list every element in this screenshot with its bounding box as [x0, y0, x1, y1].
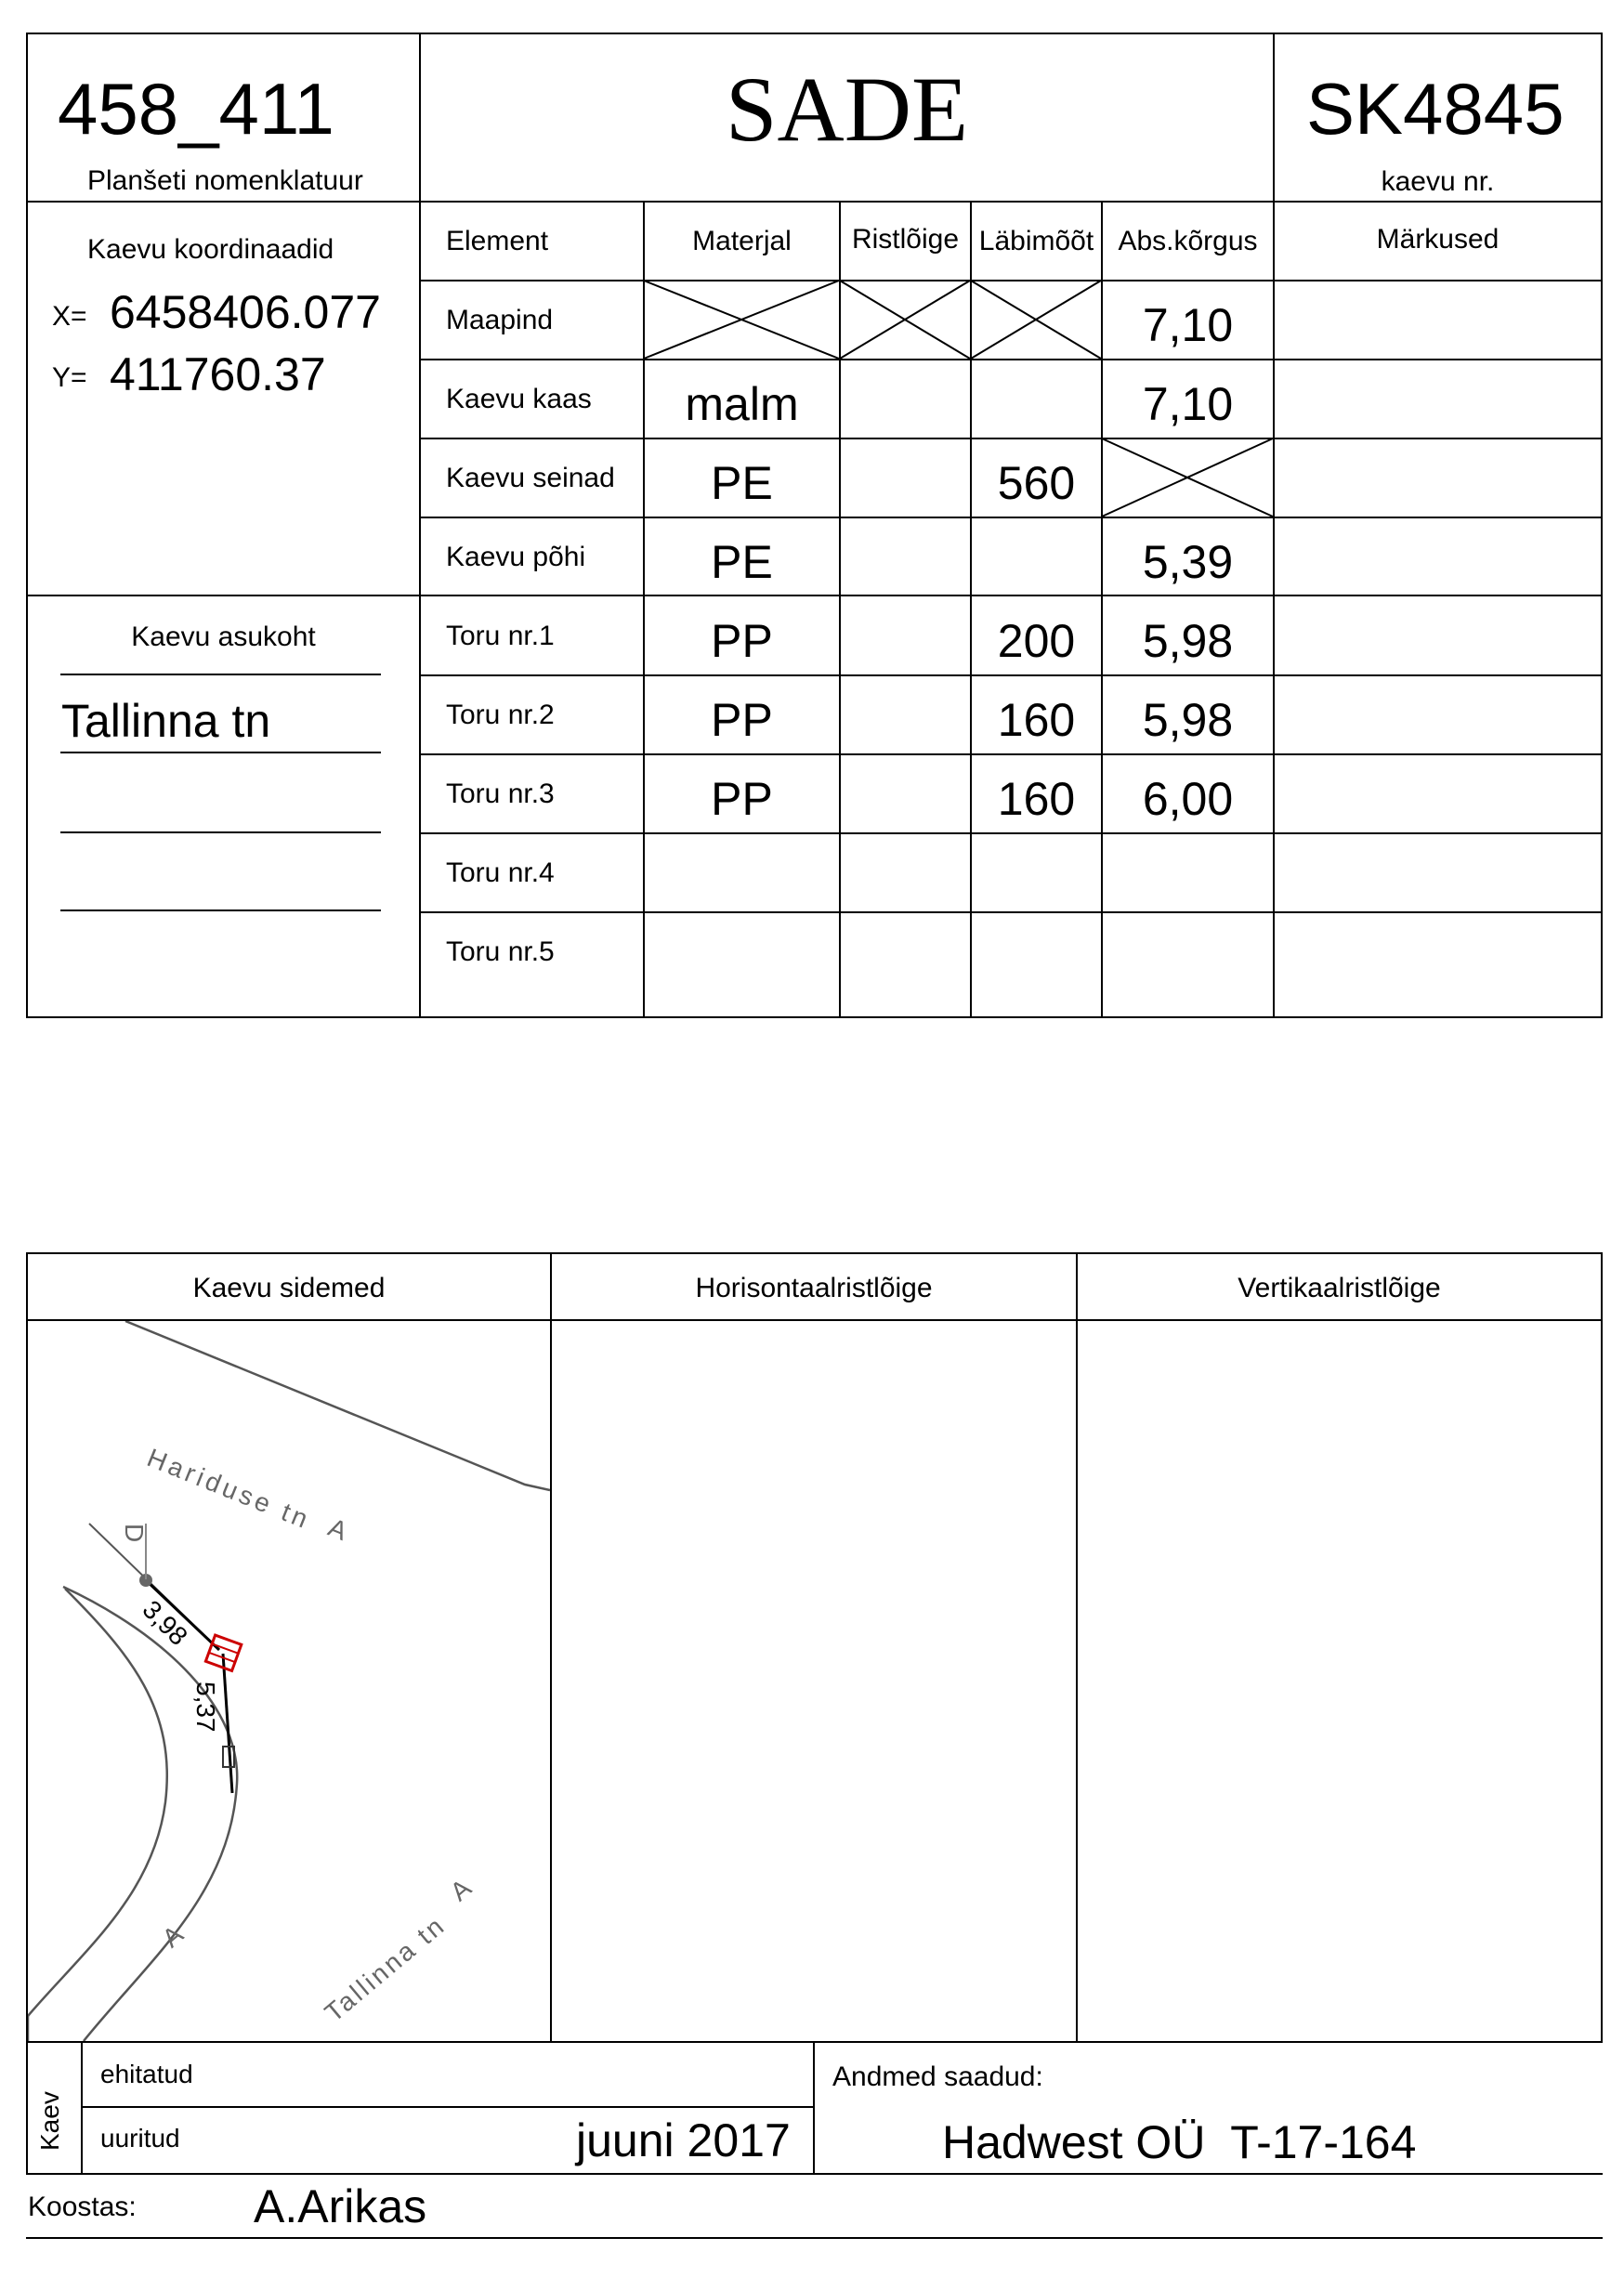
col-header-abs-height: Abs.kõrgus — [1118, 226, 1258, 256]
table-row-element: Toru nr.2 — [446, 700, 555, 730]
table-row-element: Toru nr.1 — [446, 621, 555, 651]
coordinates-label: Kaevu koordinaadid — [87, 234, 334, 265]
built-label: ehitatud — [100, 2060, 193, 2088]
table-row-diameter: 560 — [997, 457, 1076, 509]
col-header-cross-section: Ristlõige — [851, 224, 960, 255]
section-connections-label: Kaevu sidemed — [192, 1273, 386, 1303]
road-edge-inner — [28, 1589, 167, 2016]
data-source-value: Hadwest OÜ T-17-164 — [942, 2116, 1417, 2168]
x-value: 6458406.077 — [110, 286, 381, 338]
side-label: Kaev — [35, 2091, 64, 2151]
street-label-hariduse: Hariduse tn — [143, 1443, 316, 1536]
surveyed-date: juuni 2017 — [576, 2114, 791, 2166]
location-label: Kaevu asukoht — [131, 622, 316, 652]
nomenclature-value: 458_411 — [58, 68, 334, 150]
table-row-abs-height: 5,98 — [1142, 615, 1234, 667]
street-marker-hariduse: A — [324, 1512, 352, 1546]
table-row-diameter: 200 — [997, 615, 1076, 667]
document-title: SADE — [725, 58, 969, 161]
table-row-element: Toru nr.4 — [446, 857, 555, 888]
table-row-material: PE — [711, 457, 773, 509]
table-row-abs-height: 7,10 — [1142, 378, 1234, 430]
surveyed-label: uuritud — [100, 2124, 180, 2153]
nomenclature-label: Planšeti nomenklatuur — [87, 165, 363, 196]
street-label-tallinna: Tallinna tn — [319, 1910, 452, 2028]
distance-label-2: 5,37 — [191, 1682, 220, 1733]
table-row-diameter: 160 — [997, 694, 1076, 746]
col-header-diameter: Läbimõõt — [978, 226, 1094, 256]
table-row-abs-height: 5,98 — [1142, 694, 1234, 746]
col-header-element: Element — [446, 226, 549, 256]
well-number-value: SK4845 — [1306, 68, 1565, 150]
table-row-abs-height: 5,39 — [1142, 536, 1234, 588]
y-label: Y= — [52, 362, 87, 393]
table-row-element: Maapind — [446, 305, 554, 335]
table-row-material: PP — [711, 773, 773, 825]
compiled-value: A.Arikas — [254, 2180, 427, 2232]
table-row-abs-height: 6,00 — [1142, 773, 1234, 825]
data-source-label: Andmed saadud: — [832, 2061, 1043, 2092]
curve-marker: A — [156, 1919, 189, 1954]
table-row-material: malm — [685, 378, 799, 430]
well-number-label: kaevu nr. — [1381, 166, 1495, 197]
table-row-element: Toru nr.5 — [446, 936, 555, 967]
y-value: 411760.37 — [110, 348, 326, 400]
point-label-d: D — [120, 1524, 149, 1543]
road-edge-outer — [63, 1587, 237, 2041]
col-header-notes: Märkused — [1376, 224, 1500, 255]
distance-label-1: 3,98 — [137, 1594, 193, 1652]
section-vertical-label: Vertikaalristlõige — [1238, 1273, 1441, 1303]
table-row-element: Kaevu seinad — [446, 463, 615, 493]
table-row-abs-height: 7,10 — [1142, 299, 1234, 351]
compiled-label: Koostas: — [28, 2192, 137, 2222]
table-row-element: Toru nr.3 — [446, 779, 555, 809]
col-header-material: Materjal — [692, 226, 792, 256]
table-row-material: PE — [711, 536, 773, 588]
location-line-1: Tallinna tn — [61, 695, 271, 747]
table-row-material: PP — [711, 615, 773, 667]
x-label: X= — [52, 301, 87, 332]
table-row-element: Kaevu põhi — [446, 542, 586, 572]
street-marker-tallinna: A — [444, 1873, 477, 1907]
section-horizontal-label: Horisontaalristlõige — [695, 1273, 933, 1303]
table-row-material: PP — [711, 694, 773, 746]
table-row-element: Kaevu kaas — [446, 384, 592, 414]
table-row-diameter: 160 — [997, 773, 1076, 825]
